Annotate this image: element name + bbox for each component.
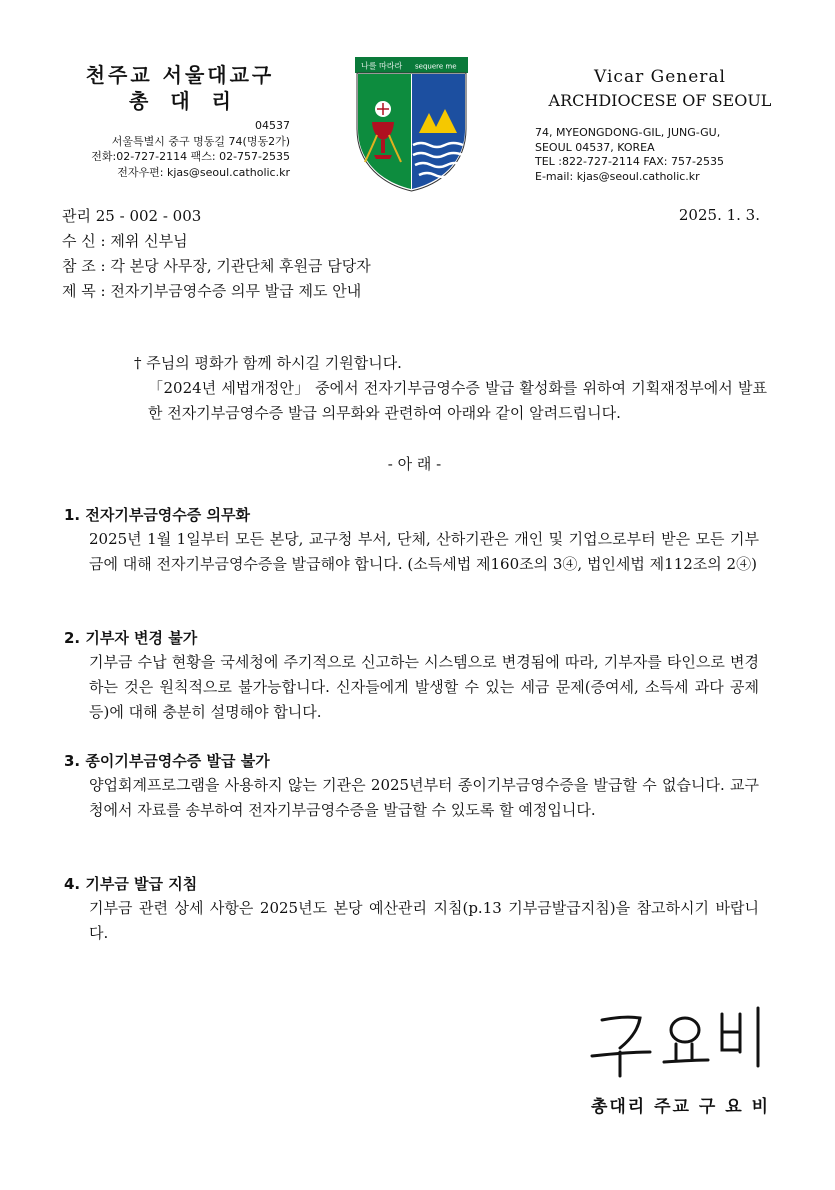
logo-motto-latin: sequere me: [415, 62, 457, 71]
handwritten-signature: [590, 1000, 770, 1080]
contact-block-kr: [62, 118, 290, 180]
document-date: 2025. 1. 3.: [678, 206, 760, 224]
phone-fax-kr: 전화:02-727-2114 팩스: 02-757-2535: [91, 150, 290, 163]
organization-name-kr: 천주교 서울대교구: [85, 63, 275, 87]
section-1-title: 1. 전자기부금영수증 의무화: [64, 506, 250, 524]
section-2-body: 기부금 수납 현황을 국세청에 주기적으로 신고하는 시스템으로 변경됨에 따라, 기부자를 타인으로 변경하는 것은 원칙적으로 불가능합니다. 신자들에게 발생할 수 있는 세금 문제(증여세, 소득세 과다 공제 등)에 대해 충분히 설명해야 합니다.: [89, 653, 759, 721]
section-4-title: 4. 기부금 발급 지침: [64, 875, 198, 893]
section-3-title: 3. 종이기부금영수증 발급 불가: [64, 752, 270, 770]
postal-code: 04537: [255, 119, 290, 132]
cc-line: 참 조 : 각 본당 사무장, 기관단체 후원금 담당자: [62, 257, 371, 275]
organization-header-kr: [60, 62, 300, 114]
divider-heading: - 아 래 -: [387, 455, 442, 473]
email-en: E-mail: kjas@seoul.catholic.kr: [535, 169, 700, 183]
reference-number: 관리 25 - 002 - 003: [62, 207, 202, 225]
office-name-kr: 총대리: [129, 89, 253, 113]
intro-paragraph: 「2024년 세법개정안」 중에서 전자기부금영수증 발급 활성화를 위하여 기획재정부에서 발표한 전자기부금영수증 발급 의무화와 관련하여 아래와 같이 알려드립니다.: [148, 379, 767, 422]
recipient-line: 수 신 : 제위 신부님: [62, 232, 188, 250]
contact-block-en: [535, 126, 795, 184]
section-4-body: 기부금 관련 상세 사항은 2025년도 본당 예산관리 지침(p.13 기부금발급지침)을 참고하시기 바랍니다.: [89, 899, 759, 942]
archdiocese-coat-of-arms-logo: [355, 57, 468, 193]
section-1-body: 2025년 1월 1일부터 모든 본당, 교구청 부서, 단체, 산하기관은 개인 및 기업으로부터 받은 모든 기부금에 대해 전자기부금영수증을 발급해야 합니다. (소득세법 제160조의 3④, 법인세법 제112조의 2④): [89, 530, 759, 573]
subject-line: 제 목 : 전자기부금영수증 의무 발급 제도 안내: [62, 282, 362, 300]
address-en-line1: 74, MYEONGDONG-GIL, JUNG-GU,: [535, 126, 721, 139]
organization-header-en: [540, 65, 780, 113]
phone-fax-en: TEL :822-727-2114 FAX: 757-2535: [535, 155, 724, 168]
email-kr: 전자우편: kjas@seoul.catholic.kr: [117, 165, 290, 179]
address-kr: 서울특별시 중구 명동길 74(명동2가): [111, 134, 290, 148]
section-2-title: 2. 기부자 변경 불가: [64, 629, 198, 647]
section-3-body: 양업회계프로그램을 사용하지 않는 기관은 2025년부터 종이기부금영수증을 발급할 수 없습니다. 교구청에서 자료를 송부하여 전자기부금영수증을 발급할 수 있도록 할 예정입니다.: [89, 776, 759, 819]
title-en: Vicar General: [594, 67, 726, 87]
greeting: † 주님의 평화가 함께 하시길 기원합니다.: [134, 354, 402, 372]
address-en-line2: SEOUL 04537, KOREA: [535, 140, 655, 154]
organization-name-en: ARCHDIOCESE OF SEOUL: [548, 91, 772, 110]
signer-name: 총대리 주교 구 요 비: [590, 1097, 770, 1117]
logo-motto-kr: 나를 따라라: [361, 61, 403, 71]
